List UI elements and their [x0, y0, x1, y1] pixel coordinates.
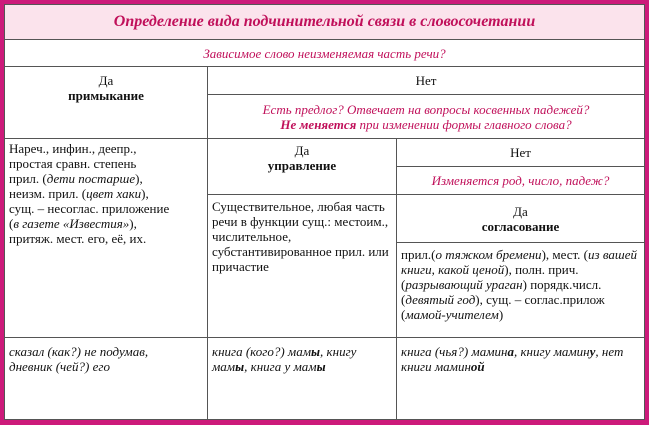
primykanie-description [5, 139, 208, 338]
desc-line: сущ. – несоглас. приложение [9, 201, 170, 216]
example-text: , книга у мам [244, 359, 317, 374]
example-upravlenie [208, 338, 397, 420]
yes-label: Да [98, 73, 114, 88]
desc-text: ), [141, 186, 149, 201]
example-ending: ы [311, 344, 321, 359]
example-ending: ы [235, 359, 245, 374]
no-label: Нет [208, 67, 645, 95]
example-ending: ой [470, 359, 485, 374]
yes-label: Да [294, 143, 310, 158]
desc-text: ), полн. прич. ( [401, 262, 579, 292]
desc-text: ) [498, 307, 504, 322]
upravlenie-header [208, 139, 397, 195]
table-title: Определение вида подчинительной связи в словосочетании [5, 5, 645, 40]
desc-example: мамой-учителем [405, 307, 499, 322]
soglasovanie-label: согласование [481, 218, 560, 234]
desc-line [9, 216, 203, 231]
question-preposition-line2 [212, 117, 640, 132]
soglasovanie-description [397, 243, 645, 338]
example-text: книга (чья?) мамин [401, 344, 508, 359]
desc-example: дети постарше [46, 171, 136, 186]
example-ending: у [589, 344, 596, 359]
example-primykanie [5, 338, 208, 420]
desc-text: ), мест. ( [541, 247, 589, 262]
desc-example: из вашей книги, какой ценой [401, 247, 637, 277]
question-preposition-line1: Есть предлог? Отвечает на вопросы косвенных падежей? [262, 101, 590, 117]
desc-example: разрывающий ураган [405, 277, 523, 292]
desc-line [9, 186, 203, 201]
example-text: книга (кого?) мам [212, 344, 312, 359]
example-ending: а [507, 344, 514, 359]
desc-line: простая сравн. степень [9, 156, 137, 171]
desc-text: ( [9, 216, 14, 231]
question-gender-number-case: Изменяется род, число, падеж? [397, 167, 645, 195]
example-text: , книгу мам [212, 344, 357, 374]
upravlenie-description: Существительное, любая часть речи в функции сущ.: местоим., числительное, субстантивированное прил. или причастие [208, 195, 397, 338]
question-preposition-rest: при изменении формы главного слова? [356, 116, 572, 132]
example-line: дневник (чей?) его [9, 359, 110, 374]
desc-text: ), [135, 171, 143, 186]
primykanie-header [5, 67, 208, 139]
example-text: , нет книги мамин [401, 344, 624, 374]
desc-text: прил. ( [9, 171, 47, 186]
desc-example: в газете «Известия» [13, 216, 130, 231]
example-soglasovanie [397, 338, 645, 420]
upravlenie-label: управление [267, 158, 337, 173]
yes-label: Да [513, 203, 528, 219]
example-line: сказал (как?) не подумав, [9, 344, 149, 359]
desc-text: ), сущ. – соглас.прилож ( [401, 292, 605, 322]
soglasovanie-header [397, 195, 645, 243]
desc-example: о тяжком бремени [435, 247, 542, 262]
no-label-2: Нет [397, 139, 645, 167]
desc-text: прил.( [401, 247, 436, 262]
desc-text: неизм. прил. ( [9, 186, 87, 201]
primykanie-label: примыкание [68, 88, 144, 103]
question-immutable: Зависимое слово неизменяемая часть речи? [5, 40, 645, 67]
desc-example: девятый год [405, 292, 476, 307]
example-text: , книгу мамин [513, 344, 590, 359]
desc-text: ) порядк.числ. ( [401, 277, 602, 307]
desc-line [9, 171, 203, 186]
desc-text: ), [129, 216, 137, 231]
classification-table [4, 4, 645, 420]
desc-line: притяж. мест. его, её, их. [9, 231, 147, 246]
desc-example: цвет хаки [86, 186, 142, 201]
example-ending: ы [316, 359, 326, 374]
ne-menyaetsya-text: Не меняется [280, 116, 357, 132]
desc-line: Нареч., инфин., деепр., [9, 141, 137, 156]
question-preposition [208, 95, 645, 139]
